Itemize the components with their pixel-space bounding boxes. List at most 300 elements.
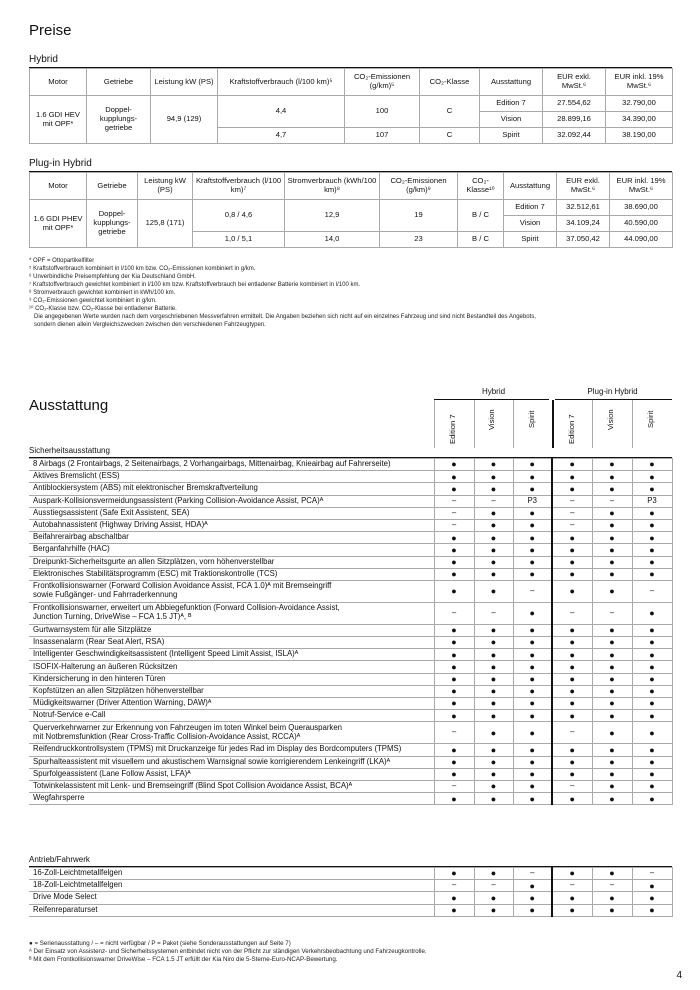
equipment-value: ● [474, 544, 513, 556]
equipment-label [29, 532, 434, 544]
equipment-value: ● [434, 661, 474, 673]
group-phev-rule [555, 399, 672, 400]
phev-header-row [30, 173, 673, 200]
equipment-value: ● [552, 868, 592, 880]
equipment-value: ● [474, 768, 513, 780]
phev-klasse: B / C [458, 200, 504, 232]
equipment-value: ● [552, 624, 592, 636]
equipment-value: ● [513, 637, 552, 649]
equipment-value: ● [552, 637, 592, 649]
equipment-value: ● [513, 904, 552, 916]
equipment-value: – [434, 722, 474, 744]
equipment-row [29, 904, 672, 916]
equipment-label [29, 602, 434, 624]
equipment-label-line: Reifendruckkontrollsystem (TPMS) mit Druckanzeige für jedes Rad im Display des Bordcomputers (TPMS) [33, 744, 402, 754]
equipment-value: ● [552, 580, 592, 602]
equipment-value: ● [474, 649, 513, 661]
equipment-value: – [474, 880, 513, 892]
equipment-value: ● [513, 880, 552, 892]
equipment-value: ● [632, 471, 672, 483]
hybrid-exkl: 28.899,16 [543, 112, 606, 128]
equipment-value: ● [552, 793, 592, 805]
equipment-value: ● [632, 685, 672, 697]
equipment-value: ● [592, 768, 632, 780]
equipment-label-line: Berganfahrhilfe (HAC) [33, 544, 110, 554]
phev-co2: 19 [380, 200, 458, 232]
equipment-value: ● [434, 698, 474, 710]
equipment-value: ● [592, 904, 632, 916]
phev-ausstattung: Edition 7 [504, 200, 557, 216]
equipment-value: ● [513, 710, 552, 722]
equipment-value: ● [552, 904, 592, 916]
equipment-label [29, 756, 434, 768]
equipment-label-line: Totwinkelassistent mit Lenk- und Bremseingriff (Blind Spot Collision Avoidance Assist, BCA)ᴬ [33, 781, 353, 791]
phev-h-ausstattung: Ausstattung [504, 173, 557, 200]
equipment-value: – [434, 507, 474, 519]
equipment-value: ● [513, 556, 552, 568]
equipment-value: ● [434, 556, 474, 568]
equipment-label-line: Auspark-Kollisionsvermeidungsassistent (Parking Collision-Avoidance Assist, PCA)ᴬ [33, 495, 324, 505]
equipment-value: ● [434, 580, 474, 602]
hybrid-h-ausstattung: Ausstattung [480, 69, 543, 96]
hybrid-getriebe: Doppel-kupplungs-getriebe [87, 96, 151, 144]
equipment-row [29, 744, 672, 756]
equipment-value: ● [552, 459, 592, 471]
equipment-value: ● [632, 793, 672, 805]
hybrid-h-leistung: Leistung kW (PS) [151, 69, 218, 96]
equipment-label-line: 18-Zoll-Leichtmetallfelgen [33, 880, 123, 890]
equipment-row [29, 793, 672, 805]
phev-verbrauch: 0,8 / 4,6 [193, 200, 285, 232]
equipment-value: – [474, 602, 513, 624]
phev-h-getriebe: Getriebe [87, 173, 138, 200]
equipment-value: ● [434, 892, 474, 904]
equipment-label [29, 519, 434, 531]
equipment-value: ● [592, 637, 632, 649]
equipment-row [29, 495, 672, 507]
equipment-value: ● [434, 710, 474, 722]
equipment-label-line: Notruf-Service e-Call [33, 710, 106, 720]
equipment-value: ● [434, 744, 474, 756]
footnote: ⁷ Kraftstoffverbrauch gewichtet kombiniert in l/100 km bzw. Kraftstoffverbrauch bei entladener Batterie kombiniert in l/100 km. [29, 282, 361, 288]
equipment-value: ● [592, 649, 632, 661]
equipment-row [29, 532, 672, 544]
equipment-value: ● [434, 471, 474, 483]
equipment-row [29, 673, 672, 685]
equipment-row [29, 768, 672, 780]
equipment-row [29, 868, 672, 880]
equipment-value: ● [632, 519, 672, 531]
equipment-value: ● [552, 744, 592, 756]
equipment-label-line: Intelligenter Geschwindigkeitsassistent (Intelligent Speed Limit Assist, ISLA)ᴬ [33, 649, 299, 659]
equipment-row [29, 568, 672, 580]
equipment-value: ● [632, 904, 672, 916]
equipment-label [29, 568, 434, 580]
footnote: ⁶ Unverbindliche Preisempfehlung der Kia Deutschland GmbH. [29, 274, 196, 280]
equipment-label [29, 459, 434, 471]
hybrid-inkl: 38.190,00 [606, 128, 673, 144]
equipment-value: – [552, 780, 592, 792]
equipment-value: ● [474, 459, 513, 471]
footnote: sondern dienen allein Vergleichszwecken zwischen den verschiedenen Fahrzeugtypen. [34, 322, 266, 328]
equipment-value: ● [632, 507, 672, 519]
hybrid-h-inkl: EUR inkl. 19% MwSt.⁶ [606, 69, 673, 96]
equipment-label [29, 880, 434, 892]
equipment-value: ● [434, 483, 474, 495]
equipment-value: – [592, 495, 632, 507]
equipment-value: ● [513, 649, 552, 661]
equipment-label-line: Gurtwarnsystem für alle Sitzplätze [33, 624, 152, 634]
equipment-value: ● [513, 624, 552, 636]
equipment-value: ● [592, 519, 632, 531]
equipment-value: – [513, 580, 552, 602]
equipment-value: – [434, 880, 474, 892]
equipment-value: ● [513, 471, 552, 483]
phev-row [30, 200, 673, 216]
equipment-label-line: Antiblockiersystem (ABS) mit elektronischer Bremskraftverteilung [33, 483, 258, 493]
equipment-value: ● [592, 756, 632, 768]
equipment-value: ● [592, 507, 632, 519]
equipment-label [29, 471, 434, 483]
equipment-value: – [552, 507, 592, 519]
equipment-value: ● [434, 768, 474, 780]
equipment-value: ● [592, 483, 632, 495]
phev-h-motor: Motor [30, 173, 87, 200]
hybrid-h-motor: Motor [30, 69, 87, 96]
equipment-row [29, 637, 672, 649]
price-footnotes [29, 257, 674, 329]
equipment-value: ● [552, 710, 592, 722]
preise-title: Preise [29, 22, 72, 39]
equipment-value: ● [632, 459, 672, 471]
footnote: Die angegebenen Werte wurden nach dem vorgeschriebenen Messverfahren ermittelt. Die Angaben beziehen sich nicht auf ein einzelnes Fahrzeug und sind nicht Bestandteil des Angebots, [34, 314, 536, 320]
legend-line: ᴮ Mit dem Frontkollisionswarner DriveWise – FCA 1.5 JT erfüllt der Kia Niro die 5-Sterne-Euro-NCAP-Bewertung. [29, 956, 338, 963]
equipment-value: ● [474, 698, 513, 710]
equipment-label [29, 624, 434, 636]
equipment-value: ● [552, 556, 592, 568]
equipment-value: ● [592, 556, 632, 568]
equipment-value: ● [474, 904, 513, 916]
equipment-value: ● [434, 756, 474, 768]
trim-head: Edition 7 [567, 414, 576, 444]
phev-strom: 12,9 [285, 200, 380, 232]
hybrid-price-table [29, 68, 673, 144]
equipment-value: ● [592, 780, 632, 792]
trim-head: Edition 7 [448, 414, 457, 444]
trim-head: Spirit [646, 410, 655, 428]
equipment-value: ● [513, 568, 552, 580]
equipment-label-line: Ausstiegsassistent (Safe Exit Assistent, SEA) [33, 507, 190, 517]
equipment-value: ● [434, 868, 474, 880]
equipment-value: ● [592, 868, 632, 880]
equipment-value: ● [513, 661, 552, 673]
phev-h-co2: CO₂-Emissionen (g/km)⁹ [380, 173, 458, 200]
equipment-value: ● [513, 544, 552, 556]
equipment-value: ● [552, 892, 592, 904]
equipment-value: – [552, 722, 592, 744]
equipment-value: ● [474, 780, 513, 792]
equipment-value: ● [552, 568, 592, 580]
phev-exkl: 32.512,61 [557, 200, 610, 216]
equipment-label [29, 793, 434, 805]
equipment-legend [29, 940, 674, 964]
phev-co2: 23 [380, 232, 458, 248]
equipment-value: ● [474, 532, 513, 544]
equipment-row [29, 602, 672, 624]
hybrid-exkl: 27.554,62 [543, 96, 606, 112]
phev-inkl: 38.690,00 [610, 200, 673, 216]
group-phev-label: Plug-in Hybrid [587, 387, 638, 396]
equipment-value: ● [552, 685, 592, 697]
equipment-label [29, 661, 434, 673]
equipment-label [29, 904, 434, 916]
equipment-row [29, 624, 672, 636]
equipment-value: ● [474, 722, 513, 744]
hybrid-verbrauch: 4,4 [218, 96, 345, 128]
hybrid-row [30, 96, 673, 112]
equipment-value: ● [513, 793, 552, 805]
hybrid-header-row [30, 69, 673, 96]
equipment-value: ● [552, 756, 592, 768]
equipment-value: ● [632, 544, 672, 556]
equipment-label-line: Querverkehrwarner zur Erkennung von Fahrzeugen im toten Winkel beim Querausparken [33, 722, 342, 732]
phev-ausstattung: Spirit [504, 232, 557, 248]
equipment-row [29, 722, 672, 744]
equipment-label [29, 649, 434, 661]
phev-h-klasse: CO₂-Klasse¹⁰ [458, 173, 504, 200]
trim-separator [632, 400, 633, 448]
phev-leistung: 125,8 (171) [138, 200, 193, 248]
section-antrieb-label: Antrieb/Fahrwerk [29, 855, 90, 864]
phev-exkl: 34.109,24 [557, 216, 610, 232]
equipment-row [29, 556, 672, 568]
equipment-label [29, 698, 434, 710]
equipment-value: ● [513, 673, 552, 685]
equipment-value: ● [552, 483, 592, 495]
equipment-value: ● [592, 459, 632, 471]
equipment-value: ● [632, 880, 672, 892]
equipment-value: ● [513, 602, 552, 624]
phev-klasse: B / C [458, 232, 504, 248]
equipment-value: ● [632, 483, 672, 495]
equipment-label [29, 544, 434, 556]
equipment-label [29, 685, 434, 697]
equipment-value: – [434, 519, 474, 531]
trim-separator [513, 400, 514, 448]
hybrid-motor: 1.6 GDI HEV mit OPF* [30, 96, 87, 144]
equipment-row [29, 756, 672, 768]
equipment-value: ● [474, 568, 513, 580]
equipment-label-line: Müdigkeitswarner (Driver Attention Warning, DAW)ᴬ [33, 698, 212, 708]
equipment-row [29, 780, 672, 792]
equipment-value: – [434, 780, 474, 792]
equipment-label [29, 868, 434, 880]
equipment-value: ● [434, 532, 474, 544]
equipment-value: ● [632, 637, 672, 649]
equipment-value: ● [592, 793, 632, 805]
equipment-label-line: Wegfahrsperre [33, 793, 85, 803]
hybrid-subtitle: Hybrid [29, 54, 58, 65]
equipment-label [29, 637, 434, 649]
equipment-value: ● [513, 532, 552, 544]
legend-line: ● = Serienausstattung / – = nicht verfügbar / P = Paket (siehe Sonderausstattungen auf Seite 7) [29, 940, 291, 947]
equipment-row [29, 880, 672, 892]
equipment-value: ● [474, 556, 513, 568]
equipment-value: – [513, 868, 552, 880]
equipment-value: – [434, 495, 474, 507]
hybrid-h-getriebe: Getriebe [87, 69, 151, 96]
equipment-value: ● [513, 507, 552, 519]
equipment-row [29, 892, 672, 904]
equipment-value: ● [434, 685, 474, 697]
equipment-value: – [592, 880, 632, 892]
equipment-row [29, 483, 672, 495]
equipment-value: ● [632, 556, 672, 568]
equipment-value: ● [474, 580, 513, 602]
equipment-label-line: ISOFIX-Halterung an äußeren Rücksitzen [33, 661, 178, 671]
equipment-value: ● [434, 793, 474, 805]
equipment-label [29, 768, 434, 780]
equipment-label-line: Dreipunkt-Sicherheitsgurte an allen Sitzplätzen, vorn höhenverstellbar [33, 556, 275, 566]
equipment-value: – [552, 602, 592, 624]
phev-strom: 14,0 [285, 232, 380, 248]
equipment-label-line: Junction Turning, DriveWise – FCA 1.5 JT)ᴬ, ᴮ [33, 612, 192, 622]
equipment-label-line: mit Notbremsfunktion (Rear Cross-Traffic Collision-Avoidance Assist, RCCA)ᴬ [33, 731, 301, 741]
hybrid-h-klasse: CO₂-Klasse [420, 69, 480, 96]
equipment-label [29, 710, 434, 722]
equipment-value: ● [632, 624, 672, 636]
footnote: ⁸ Stromverbrauch gewichtet kombiniert in kWh/100 km. [29, 290, 176, 296]
equipment-label-line: Kindersicherung in den hinteren Türen [33, 673, 166, 683]
phev-subtitle: Plug-in Hybrid [29, 158, 92, 169]
equipment-label [29, 556, 434, 568]
phev-h-inkl: EUR inkl. 19% MwSt.⁶ [610, 173, 673, 200]
equipment-label-line: Frontkollisionswarner (Forward Collision Avoidance Assist, FCA 1.0)ᴬ mit Bremseingriff [33, 581, 332, 591]
trim-separator [474, 400, 475, 448]
hybrid-co2: 107 [345, 128, 420, 144]
section-sicherheit-label: Sicherheitsausstattung [29, 446, 110, 455]
equipment-value: ● [592, 532, 632, 544]
trim-head: Spirit [527, 410, 536, 428]
group-hybrid-rule [434, 399, 549, 400]
trim-separator [592, 400, 593, 448]
equipment-value: ● [632, 673, 672, 685]
equipment-value: ● [474, 793, 513, 805]
equipment-row [29, 710, 672, 722]
equipment-value: P3 [513, 495, 552, 507]
equipment-label-line: Insassenalarm (Rear Seat Alert, RSA) [33, 637, 165, 647]
equipment-value: ● [592, 471, 632, 483]
phev-price-table [29, 172, 673, 248]
equipment-value: ● [513, 892, 552, 904]
equipment-value: ● [632, 744, 672, 756]
equipment-value: ● [513, 780, 552, 792]
equipment-value: ● [474, 673, 513, 685]
equipment-label-line: Frontkollisionswarner, erweitert um Abbiegefunktion (Forward Collision-Avoidance Assist, [33, 603, 340, 613]
equipment-value: ● [552, 532, 592, 544]
equipment-value: ● [513, 698, 552, 710]
legend-line: ᴬ Der Einsatz von Assistenz- und Sicherheitssystemen entbindet nicht von der Pflicht zur ständigen Verkehrsbeobachtung und Fahrzeugkontrolle. [29, 948, 427, 955]
equipment-value: ● [592, 744, 632, 756]
equipment-value: ● [474, 507, 513, 519]
equipment-value: ● [513, 519, 552, 531]
hybrid-ausstattung: Spirit [480, 128, 543, 144]
phev-getriebe: Doppel-kupplungs-getriebe [87, 200, 138, 248]
equipment-value: ● [434, 459, 474, 471]
equipment-row [29, 661, 672, 673]
equipment-value: ● [632, 698, 672, 710]
equipment-value: – [632, 580, 672, 602]
sicherheit-table [29, 458, 673, 805]
phev-verbrauch: 1,0 / 5,1 [193, 232, 285, 248]
phev-h-leistung: Leistung kW (PS) [138, 173, 193, 200]
equipment-label-line: Reifenreparaturset [33, 904, 98, 914]
phev-h-verbrauch: Kraftstoffverbrauch (l/100 km)⁷ [193, 173, 285, 200]
equipment-value: ● [434, 673, 474, 685]
phev-ausstattung: Vision [504, 216, 557, 232]
equipment-value: ● [474, 471, 513, 483]
hybrid-h-co2: CO₂-Emissionen (g/km)⁵ [345, 69, 420, 96]
equipment-value: ● [632, 722, 672, 744]
equipment-value: ● [434, 904, 474, 916]
equipment-row [29, 459, 672, 471]
equipment-value: ● [552, 471, 592, 483]
equipment-row [29, 685, 672, 697]
equipment-row [29, 580, 672, 602]
equipment-value: ● [513, 768, 552, 780]
phev-motor: 1.6 GDI PHEV mit OPF* [30, 200, 87, 248]
equipment-value: ● [474, 519, 513, 531]
equipment-label [29, 744, 434, 756]
equipment-value: ● [552, 698, 592, 710]
equipment-label-line: Spurfolgeassistent (Lane Follow Assist, LFA)ᴬ [33, 768, 191, 778]
equipment-value: ● [434, 544, 474, 556]
equipment-value: ● [592, 698, 632, 710]
equipment-value: ● [632, 602, 672, 624]
equipment-label [29, 673, 434, 685]
equipment-label-line: Drive Mode Select [33, 892, 97, 902]
equipment-value: ● [474, 756, 513, 768]
equipment-label [29, 507, 434, 519]
equipment-value: ● [552, 661, 592, 673]
equipment-value: ● [592, 673, 632, 685]
trim-head: Vision [606, 409, 615, 430]
footnote: ¹⁰ CO₂-Klasse bzw. CO₂-Klasse bei entladener Batterie. [29, 306, 177, 312]
equipment-value: ● [474, 661, 513, 673]
hybrid-ausstattung: Vision [480, 112, 543, 128]
equipment-value: ● [474, 710, 513, 722]
phev-inkl: 40.590,00 [610, 216, 673, 232]
equipment-value: ● [592, 685, 632, 697]
equipment-value: ● [474, 744, 513, 756]
equipment-label [29, 580, 434, 602]
equipment-value: ● [513, 744, 552, 756]
equipment-row [29, 544, 672, 556]
equipment-row [29, 698, 672, 710]
equipment-value: ● [474, 892, 513, 904]
equipment-label [29, 495, 434, 507]
phev-inkl: 44.090,00 [610, 232, 673, 248]
equipment-label [29, 483, 434, 495]
equipment-value: – [552, 495, 592, 507]
equipment-label-line: Spurhalteassistent mit visuellem und akustischem Warnsignal sowie korrigierendem Lenkeingriff (LKA)ᴬ [33, 756, 391, 766]
equipment-value: ● [632, 568, 672, 580]
equipment-value: ● [513, 483, 552, 495]
equipment-value: ● [552, 768, 592, 780]
equipment-value: ● [592, 892, 632, 904]
equipment-value: ● [552, 673, 592, 685]
equipment-value: ● [592, 568, 632, 580]
